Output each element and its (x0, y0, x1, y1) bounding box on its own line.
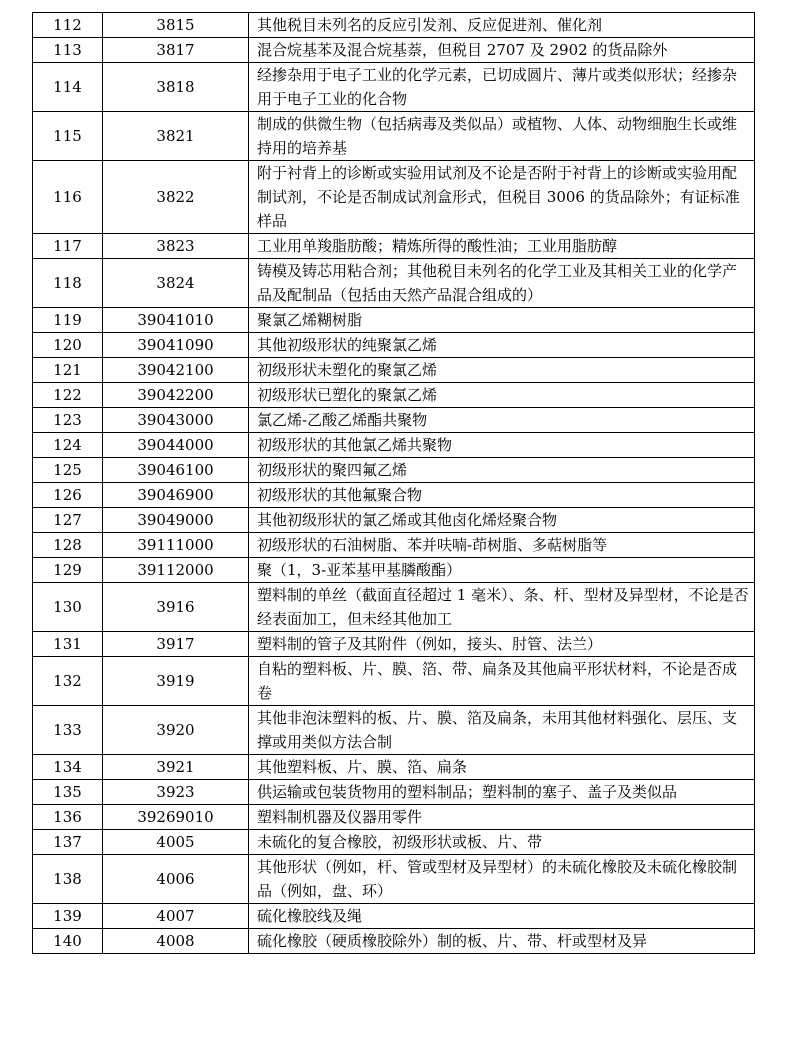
row-number: 131 (33, 632, 103, 657)
row-number: 128 (33, 533, 103, 558)
tariff-code: 39269010 (103, 805, 249, 830)
table-row (33, 929, 755, 954)
table-row (33, 408, 755, 433)
goods-description: 混合烷基苯及混合烷基萘，但税目 2707 及 2902 的货品除外 (249, 38, 755, 63)
tariff-code: 3822 (103, 161, 249, 234)
goods-description: 其他初级形状的氯乙烯或其他卤化烯烃聚合物 (249, 508, 755, 533)
goods-description: 初级形状已塑化的聚氯乙烯 (249, 383, 755, 408)
table-row (33, 38, 755, 63)
tariff-code: 3917 (103, 632, 249, 657)
row-number: 130 (33, 583, 103, 632)
row-number: 123 (33, 408, 103, 433)
tariff-code: 3815 (103, 13, 249, 38)
goods-description: 初级形状未塑化的聚氯乙烯 (249, 358, 755, 383)
table-row (33, 13, 755, 38)
tariff-table (32, 12, 755, 954)
table-row (33, 458, 755, 483)
table-row (33, 358, 755, 383)
tariff-code: 39111000 (103, 533, 249, 558)
row-number: 124 (33, 433, 103, 458)
goods-description: 初级形状的石油树脂、苯并呋喃-茚树脂、多萜树脂等 (249, 533, 755, 558)
tariff-code: 3923 (103, 780, 249, 805)
goods-description: 其他形状（例如，杆、管或型材及异型材）的未硫化橡胶及未硫化橡胶制品（例如，盘、环） (249, 855, 755, 904)
goods-description: 其他初级形状的纯聚氯乙烯 (249, 333, 755, 358)
goods-description: 铸模及铸芯用粘合剂；其他税目未列名的化学工业及其相关工业的化学产品及配制品（包括由天然产品混合组成的） (249, 259, 755, 308)
row-number: 138 (33, 855, 103, 904)
table-row (33, 259, 755, 308)
table-row (33, 508, 755, 533)
table-row (33, 706, 755, 755)
goods-description: 自粘的塑料板、片、膜、箔、带、扁条及其他扁平形状材料，不论是否成卷 (249, 657, 755, 706)
goods-description: 初级形状的其他氯乙烯共聚物 (249, 433, 755, 458)
goods-description: 聚氯乙烯糊树脂 (249, 308, 755, 333)
row-number: 122 (33, 383, 103, 408)
table-row (33, 558, 755, 583)
row-number: 119 (33, 308, 103, 333)
tariff-code: 3920 (103, 706, 249, 755)
tariff-code: 39042100 (103, 358, 249, 383)
table-row (33, 234, 755, 259)
table-row (33, 433, 755, 458)
goods-description: 初级形状的聚四氟乙烯 (249, 458, 755, 483)
table-row (33, 483, 755, 508)
row-number: 115 (33, 112, 103, 161)
row-number: 112 (33, 13, 103, 38)
row-number: 140 (33, 929, 103, 954)
row-number: 133 (33, 706, 103, 755)
tariff-code: 3817 (103, 38, 249, 63)
row-number: 135 (33, 780, 103, 805)
table-row (33, 583, 755, 632)
row-number: 136 (33, 805, 103, 830)
goods-description: 未硫化的复合橡胶，初级形状或板、片、带 (249, 830, 755, 855)
goods-description: 硫化橡胶线及绳 (249, 904, 755, 929)
row-number: 121 (33, 358, 103, 383)
tariff-code: 4006 (103, 855, 249, 904)
tariff-code: 3824 (103, 259, 249, 308)
goods-description: 氯乙烯-乙酸乙烯酯共聚物 (249, 408, 755, 433)
row-number: 117 (33, 234, 103, 259)
goods-description: 塑料制的单丝（截面直径超过 1 毫米）、条、杆、型材及异型材，不论是否经表面加工，但未经其他加工 (249, 583, 755, 632)
goods-description: 聚（1，3-亚苯基甲基膦酸酯） (249, 558, 755, 583)
goods-description: 附于衬背上的诊断或实验用试剂及不论是否附于衬背上的诊断或实验用配制试剂，不论是否制成试剂盒形式，但税目 3006 的货品除外；有证标准样品 (249, 161, 755, 234)
tariff-code: 39046900 (103, 483, 249, 508)
goods-description: 初级形状的其他氟聚合物 (249, 483, 755, 508)
row-number: 120 (33, 333, 103, 358)
tariff-code: 3823 (103, 234, 249, 259)
table-row (33, 755, 755, 780)
tariff-code: 4008 (103, 929, 249, 954)
row-number: 116 (33, 161, 103, 234)
goods-description: 其他税目未列名的反应引发剂、反应促进剂、催化剂 (249, 13, 755, 38)
goods-description: 硫化橡胶（硬质橡胶除外）制的板、片、带、杆或型材及异 (249, 929, 755, 954)
row-number: 126 (33, 483, 103, 508)
table-row (33, 780, 755, 805)
goods-description: 塑料制的管子及其附件（例如，接头、肘管、法兰） (249, 632, 755, 657)
tariff-code: 4005 (103, 830, 249, 855)
table-row (33, 112, 755, 161)
table-row (33, 830, 755, 855)
table-row (33, 333, 755, 358)
tariff-code: 4007 (103, 904, 249, 929)
table-row (33, 632, 755, 657)
goods-description: 工业用单羧脂肪酸；精炼所得的酸性油；工业用脂肪醇 (249, 234, 755, 259)
tariff-code: 3916 (103, 583, 249, 632)
goods-description: 供运输或包装货物用的塑料制品；塑料制的塞子、盖子及类似品 (249, 780, 755, 805)
goods-description: 其他塑料板、片、膜、箔、扁条 (249, 755, 755, 780)
table-row (33, 657, 755, 706)
tariff-code: 39041010 (103, 308, 249, 333)
tariff-code: 3818 (103, 63, 249, 112)
table-row (33, 805, 755, 830)
row-number: 125 (33, 458, 103, 483)
tariff-code: 39042200 (103, 383, 249, 408)
tariff-code: 39112000 (103, 558, 249, 583)
goods-description: 其他非泡沫塑料的板、片、膜、箔及扁条，未用其他材料强化、层压、支撑或用类似方法合制 (249, 706, 755, 755)
tariff-code: 3821 (103, 112, 249, 161)
goods-description: 制成的供微生物（包括病毒及类似品）或植物、人体、动物细胞生长或维持用的培养基 (249, 112, 755, 161)
tariff-code: 3921 (103, 755, 249, 780)
row-number: 129 (33, 558, 103, 583)
tariff-code: 39044000 (103, 433, 249, 458)
row-number: 113 (33, 38, 103, 63)
row-number: 118 (33, 259, 103, 308)
table-row (33, 308, 755, 333)
tariff-code: 39041090 (103, 333, 249, 358)
table-row (33, 904, 755, 929)
row-number: 114 (33, 63, 103, 112)
tariff-code: 39043000 (103, 408, 249, 433)
table-row (33, 855, 755, 904)
row-number: 132 (33, 657, 103, 706)
goods-description: 塑料制机器及仪器用零件 (249, 805, 755, 830)
table-row (33, 161, 755, 234)
row-number: 127 (33, 508, 103, 533)
tariff-code: 3919 (103, 657, 249, 706)
tariff-code: 39046100 (103, 458, 249, 483)
row-number: 137 (33, 830, 103, 855)
goods-description: 经掺杂用于电子工业的化学元素，已切成圆片、薄片或类似形状；经掺杂用于电子工业的化合物 (249, 63, 755, 112)
table-row (33, 383, 755, 408)
table-row (33, 63, 755, 112)
table-row (33, 533, 755, 558)
table-body (33, 13, 755, 954)
row-number: 139 (33, 904, 103, 929)
row-number: 134 (33, 755, 103, 780)
tariff-code: 39049000 (103, 508, 249, 533)
